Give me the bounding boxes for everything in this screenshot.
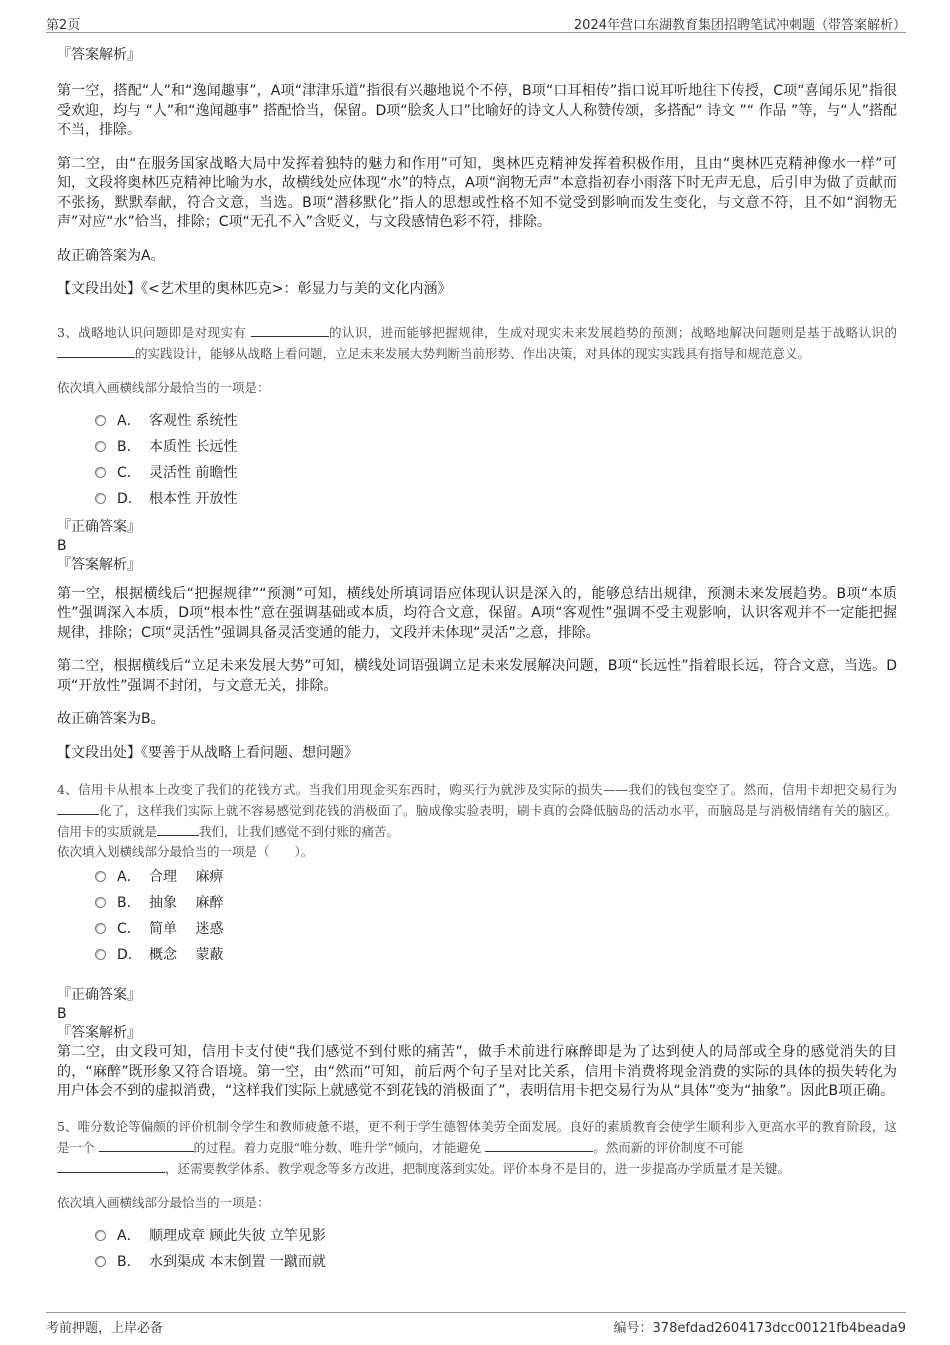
analysis-paragraph: 第二空，由文段可知，信用卡支付使“我们感觉不到付账的痛苦”，做手术前进行麻醉即是为了达到使人的局部或全身的感觉消失的目的，“麻醉”既形象又符合语境。第一空，由“然而”可知，前后两个句子呈对比关系，信用卡消费将现金消费的实际的具体的损失转化为用户体会不到的虚拟消费，“这样我们实际上就感觉不到花钱的消极面了”，表明信用卡把交易行为从“具体”变为“抽象”。因此B项正确。 xyxy=(57,1044,897,1099)
fill-blank xyxy=(57,1160,165,1173)
analysis-paragraph: 第二空，由“在服务国家战略大局中发挥着独特的魅力和作用”可知，奥林匹克精神发挥着积极作用，且由“奥林匹克精神像水一样”可知，文段将奥林匹克精神比喻为水，故横线处应体现“水”的特点，A项“润物无声”本意指初春小雨落下时无声无息，后引申为做了贡献而不张扬，默默奉献，符合文意，当选。B项“潜移默化”指人的思想或性格不知不觉受到影响而发生变化，与文意不符，且不如“润物无声”对应“水”恰当，排除；C项“无孔不入”含贬义，与文段感情色彩不符，排除。 xyxy=(57,155,897,230)
analysis-label: 『答案解析』 xyxy=(57,1025,141,1041)
fill-blank xyxy=(99,1139,194,1152)
page-header xyxy=(46,10,906,33)
correct-answer-label: 『正确答案』 xyxy=(57,987,141,1003)
correct-answer: B xyxy=(57,537,67,554)
option-d[interactable]: D． 根本性 开放性 xyxy=(95,486,897,512)
question-2-analysis xyxy=(57,46,897,300)
question-prompt: 依次填入划横线部分最恰当的一项是（ ）。 xyxy=(57,844,314,859)
radio-icon[interactable] xyxy=(95,871,106,882)
document-body xyxy=(57,40,897,1275)
option-b[interactable]: B． 水到渠成 本末倒置 一蹴而就 xyxy=(95,1249,897,1275)
analysis-paragraph: 第二空，根据横线后“立足未来发展大势”可知，横线处词语强调立足未来发展解决问题，B项“长远性”指着眼长远，符合文意，当选。D项“开放性”强调不封闭，与文意无关，排除。 xyxy=(57,658,897,694)
option-a[interactable]: A． 客观性 系统性 xyxy=(95,408,897,434)
question-stem: 5、唯分数论等偏颇的评价机制令学生和教师疲惫不堪，更不利于学生德智体美劳全面发展。良好的素质教育会使学生顺利步入更高水平的教育阶段，这是一个 的过程。着力克服“唯分数、唯升学”倾向，才能避免 。然而新的评价制度不可能 ，还需要教学体系、教学观念等多方改进，把制度落到实处。评价本身不是目的，进一步提高办学质量才是关键。 xyxy=(57,1118,897,1176)
radio-icon[interactable] xyxy=(95,1230,106,1241)
option-b[interactable]: B． 本质性 长远性 xyxy=(95,434,897,460)
fill-blank xyxy=(485,1139,593,1152)
analysis-label: 『答案解析』 xyxy=(57,47,141,63)
radio-icon[interactable] xyxy=(95,923,106,934)
radio-icon[interactable] xyxy=(95,1256,106,1267)
option-list xyxy=(95,1223,897,1275)
analysis-paragraph: 第一空，搭配“人”和“逸闻趣事”，A项“津津乐道”指很有兴趣地说个不停，B项“口耳相传”指口说耳听地往下传授，C项“喜闻乐见”指很受欢迎，均与 “人”和“逸闻趣事” 搭配恰当，保留。D项“脍炙人口”比喻好的诗文人人称赞传颂，多搭配“ 诗文 ”“ 作品 ”等，与“人”搭配不当，排除。 xyxy=(57,83,897,138)
question-5 xyxy=(57,1116,897,1275)
question-prompt: 依次填入画横线部分最恰当的一项是： xyxy=(57,1194,270,1210)
option-b[interactable]: B． 抽象 麻醉 xyxy=(95,890,897,916)
question-4 xyxy=(57,779,897,1102)
question-stem: 4、信用卡从根本上改变了我们的花钱方式。当我们用现金买东西时，购买行为就涉及实际的损失——我们的钱包变空了。然而，信用卡却把交易行为化了，这样我们实际上就不容易感觉到花钱的消极面了。脑成像实验表明，刷卡真的会降低脑岛的活动水平，而脑岛是与消极情绪有关的脑区。信用卡的实质就是 我们，让我们感觉不到付账的痛苦。 xyxy=(57,782,897,839)
radio-icon[interactable] xyxy=(95,467,106,478)
question-3 xyxy=(57,322,897,764)
option-a[interactable]: A． 顺理成章 顾此失彼 立竿见影 xyxy=(95,1223,897,1249)
document-serial: 编号：378efdad2604173dcc00121fb4beada9 xyxy=(613,1321,906,1336)
option-list xyxy=(95,864,897,968)
option-d[interactable]: D． 概念 蒙蔽 xyxy=(95,942,897,968)
radio-icon[interactable] xyxy=(95,441,106,452)
document-title: 2024年营口东湖教育集团招聘笔试冲刺题（带答案解析） xyxy=(573,18,906,33)
fill-blank xyxy=(251,324,329,337)
source-citation: 【文段出处】《要善于从战略上看问题、想问题》 xyxy=(57,744,358,761)
option-c[interactable]: C． 灵活性 前瞻性 xyxy=(95,460,897,486)
page-number: 第2页 xyxy=(46,18,81,33)
footer-slogan: 考前押题，上岸必备 xyxy=(46,1321,164,1336)
question-prompt: 依次填入画横线部分最恰当的一项是： xyxy=(57,379,270,395)
question-stem: 3、战略地认识问题即是对现实有 的认识，进而能够把握规律，生成对现实未来发展趋势的预测；战略地解决问题则是基于战略认识的 的实践设计，能够从战略上看问题，立足未来发展大势判断当前形势、作出决策，对具体的现实实践具有指导和规范意义。 xyxy=(57,324,897,361)
correct-answer-label: 『正确答案』 xyxy=(57,518,141,535)
analysis-label: 『答案解析』 xyxy=(57,556,141,573)
analysis-conclusion: 故正确答案为B。 xyxy=(57,711,165,727)
correct-answer: B xyxy=(57,1006,67,1022)
option-a[interactable]: A． 合理 麻痹 xyxy=(95,864,897,890)
radio-icon[interactable] xyxy=(95,897,106,908)
source-citation: 【文段出处】《<艺术里的奥林匹克>：彰显力与美的文化内涵》 xyxy=(57,281,452,297)
radio-icon[interactable] xyxy=(95,949,106,960)
radio-icon[interactable] xyxy=(95,493,106,504)
analysis-paragraph: 第一空，根据横线后“把握规律”“预测”可知，横线处所填词语应体现认识是深入的，能够总结出规律，预测未来发展趋势。B项“本质性”强调深入本质，D项“根本性”意在强调基础或本质，均符合文意，保留。A项“客观性”强调不受主观影响，认识客观并不一定能把握规律，排除；C项“灵活性”强调具备灵活变通的能力，文段并未体现“灵活”之意，排除。 xyxy=(57,585,897,641)
fill-blank xyxy=(157,823,199,836)
page-footer xyxy=(46,1312,906,1335)
radio-icon[interactable] xyxy=(95,415,106,426)
analysis-conclusion: 故正确答案为A。 xyxy=(57,247,165,264)
option-c[interactable]: C． 简单 迷惑 xyxy=(95,916,897,942)
option-list xyxy=(95,408,897,512)
fill-blank xyxy=(57,345,135,358)
fill-blank xyxy=(57,802,99,815)
